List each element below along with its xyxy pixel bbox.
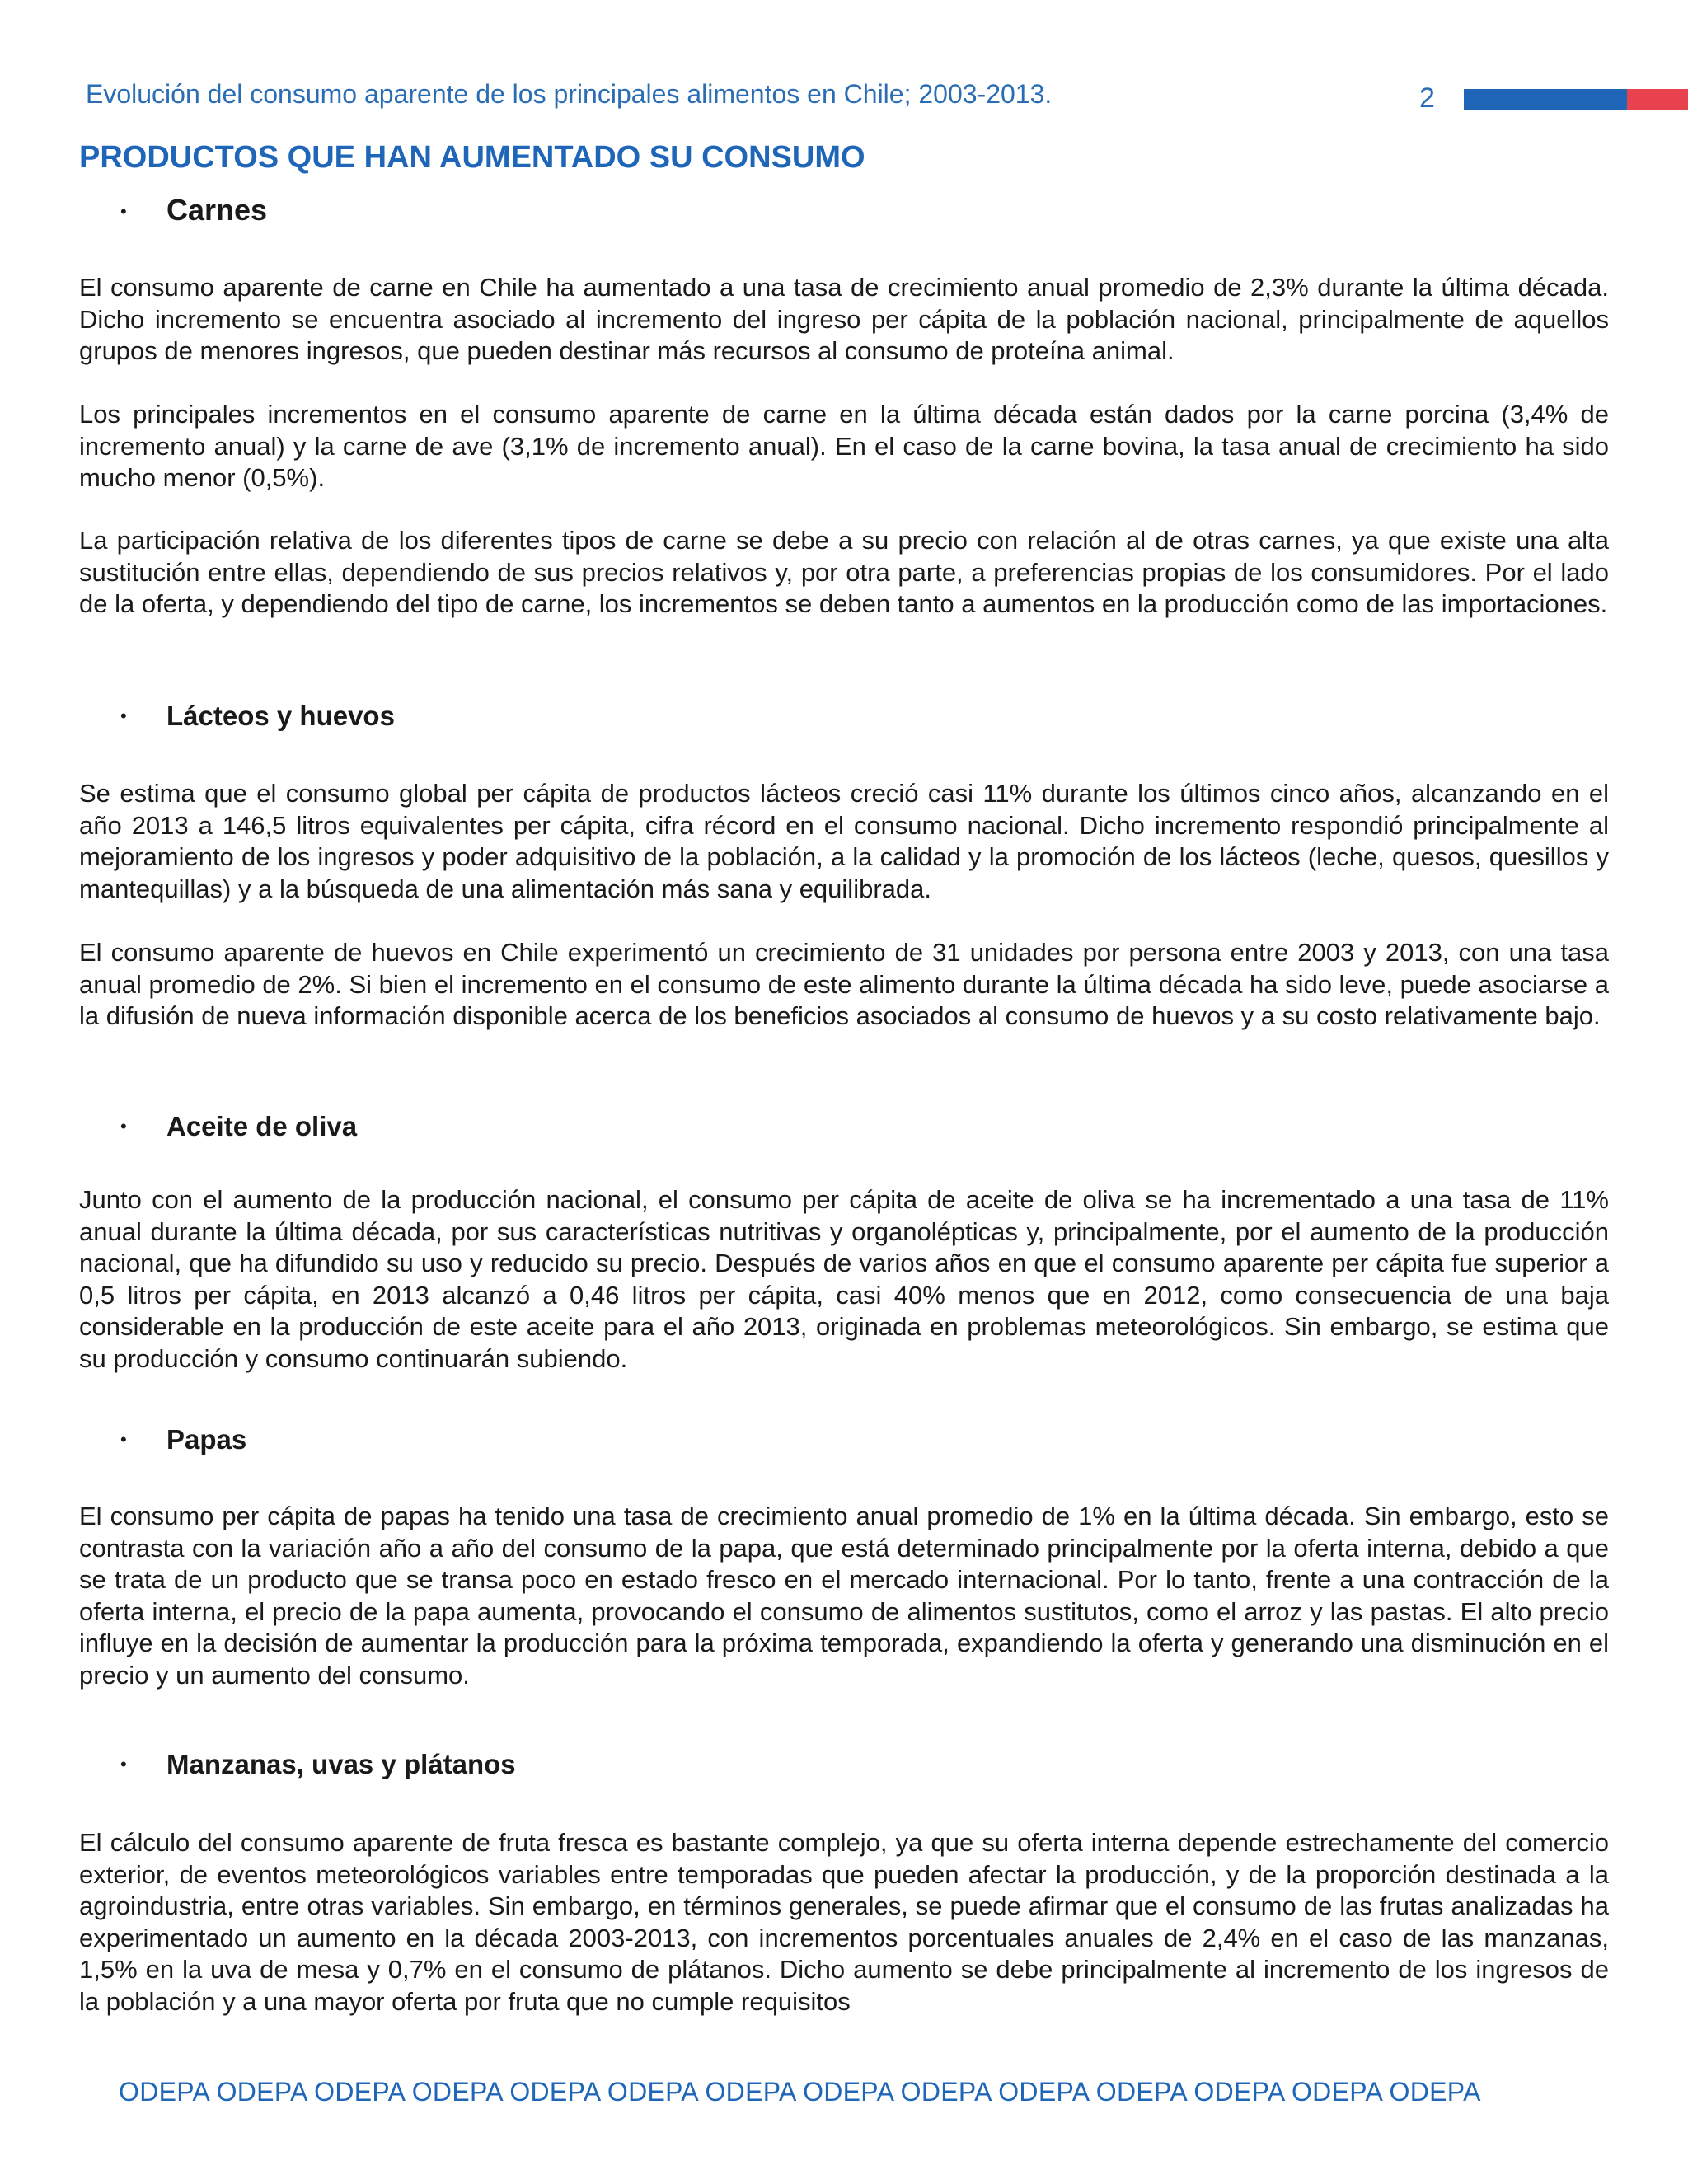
header-accent-bar-blue [1464,89,1627,110]
header-accent-bar-red [1627,89,1688,110]
bullet-icon: • [120,201,127,222]
subsection-title-papas: Papas [166,1424,247,1455]
paragraph-frutas-1: El cálculo del consumo aparente de fruta fresca es bastante complejo, ya que su oferta interna depende estrechamente del comercio exterior, de eventos meteorológicos variables entre temporadas que pueden afectar la producción, y de la proporción destinada a la agroindustria, entre otras variables. Sin embargo, en términos generales, se puede afirmar que el consumo de las frutas analizadas ha experimentado un aumento en la década 2003-2013, con incrementos porcentuales anuales de 2,4% en el caso de las manzanas, 1,5% en la uva de mesa y 0,7% en el consumo de plátanos. Dicho aumento se debe principalmente al incremento de los ingresos de la población y a una mayor oferta por fruta que no cumple requisitos [79,1828,1609,2016]
section-heading: PRODUCTOS QUE HAN AUMENTADO SU CONSUMO [79,140,865,175]
paragraph-carnes-2: Los principales incrementos en el consumo aparente de carne en la última década están dados por la carne porcina (3,4% de incremento anual) y la carne de ave (3,1% de incremento anual). En el caso de la carne bovina, la tasa anual de crecimiento ha sido mucho menor (0,5%). [79,400,1609,492]
footer-watermark: ODEPA ODEPA ODEPA ODEPA ODEPA ODEPA ODEPA ODEPA ODEPA ODEPA ODEPA ODEPA ODEPA ODEPA [119,2077,1481,2107]
paragraph-carnes-1: El consumo aparente de carne en Chile ha aumentado a una tasa de crecimiento anual promedio de 2,3% durante la última década. Dicho incremento se encuentra asociado al incremento del ingreso per cápita de la población nacional, principalmente de aquellos grupos de menores ingresos, que pueden destinar más recursos al consumo de proteína animal. [79,273,1609,365]
paragraph-lacteos-1: Se estima que el consumo global per cápita de productos lácteos creció casi 11% durante los últimos cinco años, alcanzando en el año 2013 a 146,5 litros equivalentes per cápita, cifra récord en el consumo nacional. Dicho incremento respondió principalmente al mejoramiento de los ingresos y poder adquisitivo de la población, a la calidad y la promoción de los lácteos (leche, quesos, quesillos y mantequillas) y a la búsqueda de una alimentación más sana y equilibrada. [79,779,1609,903]
page-number: 2 [1419,82,1435,114]
subsection-title-lacteos: Lácteos y huevos [166,701,395,731]
paragraph-aceite-1: Junto con el aumento de la producción nacional, el consumo per cápita de aceite de oliva se ha incrementado a una tasa de 11% anual durante la última década, por sus características nutritivas y organolépticas y, principalmente, por el aumento de la producción nacional, que ha difundido su uso y reducido su precio. Después de varios años en que el consumo aparente per cápita fue superior a 0,5 litros per cápita, en 2013 alcanzó a 0,46 litros per cápita, casi 40% menos que en 2012, como consecuencia de una baja considerable en la producción de este aceite para el año 2013, originada en problemas meteorológicos. Sin embargo, se estima que su producción y consumo continuarán subiendo. [79,1185,1609,1373]
bullet-icon: • [120,1754,127,1774]
paragraph-lacteos-2: El consumo aparente de huevos en Chile experimentó un crecimiento de 31 unidades por persona entre 2003 y 2013, con una tasa anual promedio de 2%. Si bien el incremento en el consumo de este alimento durante la última década ha sido leve, puede asociarse a la difusión de nueva información disponible acerca de los beneficios asociados al consumo de huevos y a su costo relativamente bajo. [79,938,1609,1030]
subsection-title-carnes: Carnes [166,193,268,227]
document-running-title: Evolución del consumo aparente de los principales alimentos en Chile; 2003-2013. [86,79,1053,109]
bullet-icon: • [120,1116,127,1137]
paragraph-carnes-3: La participación relativa de los diferentes tipos de carne se debe a su precio con relación al de otras carnes, ya que existe una alta sustitución entre ellas, dependiendo de sus precios relativos y, por otra parte, a preferencias propias de los consumidores. Por el lado de la oferta, y dependiendo del tipo de carne, los incrementos se deben tanto a aumentos en la producción como de las importaciones. [79,526,1609,618]
bullet-icon: • [120,1429,127,1450]
subsection-title-aceite: Aceite de oliva [166,1111,358,1141]
paragraph-papas-1: El consumo per cápita de papas ha tenido una tasa de crecimiento anual promedio de 1% en la última década. Sin embargo, esto se contrasta con la variación año a año del consumo de la papa, que está determinado principalmente por la oferta interna, debido a que se trata de un producto que se transa poco en estado fresco en el mercado internacional. Por lo tanto, frente a una contracción de la oferta interna, el precio de la papa aumenta, provocando el consumo de alimentos sustitutos, como el arroz y las pastas. El alto precio influye en la decisión de aumentar la producción para la próxima temporada, expandiendo la oferta y generando una disminución en el precio y un aumento del consumo. [79,1502,1609,1690]
subsection-title-frutas: Manzanas, uvas y plátanos [166,1749,516,1779]
bullet-icon: • [120,705,127,726]
